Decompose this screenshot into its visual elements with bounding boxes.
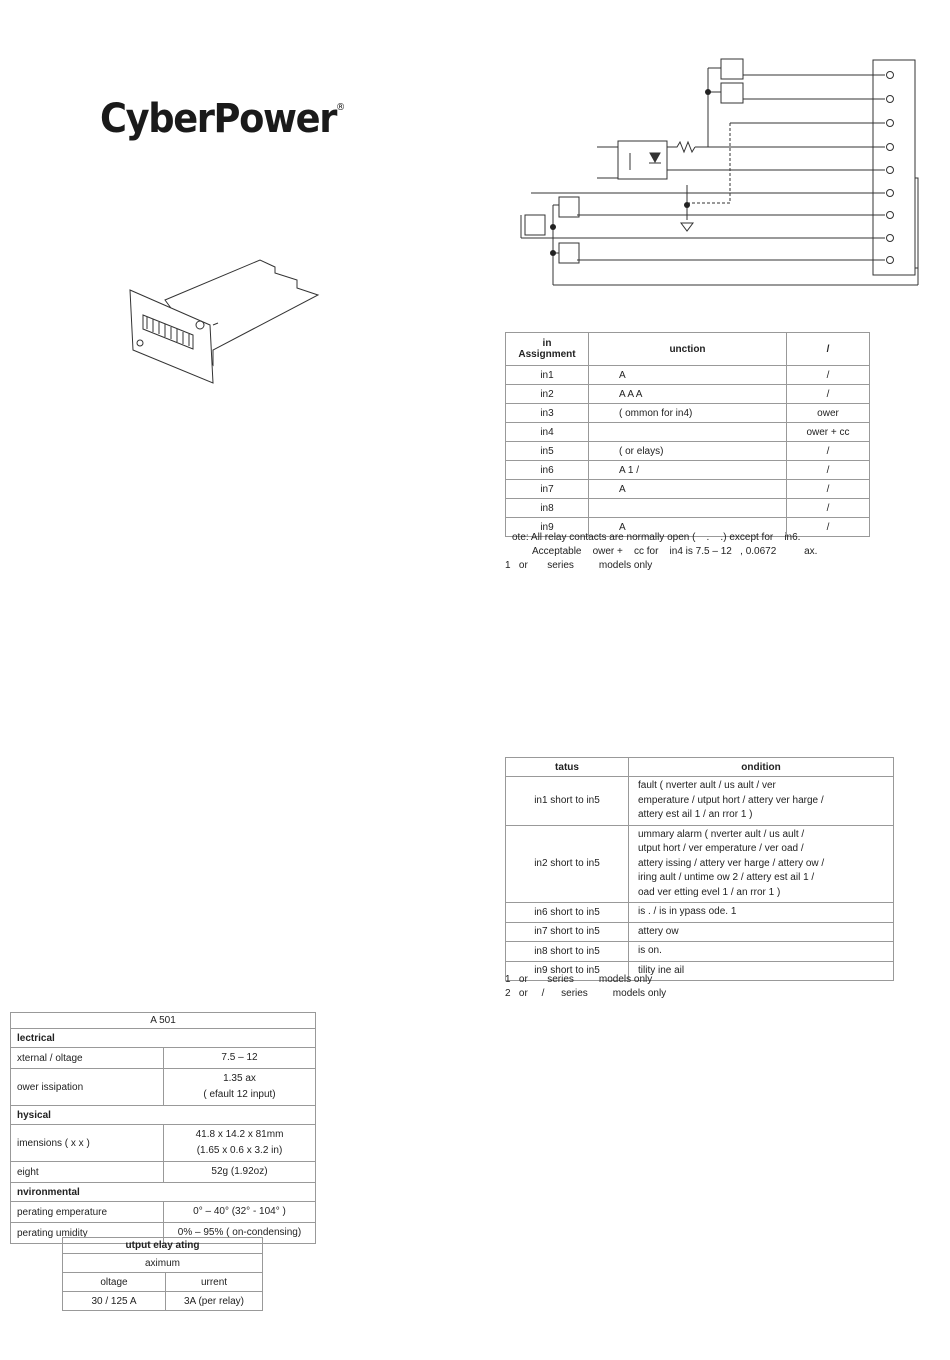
cyberpower-logo: CyberPower® xyxy=(100,96,346,142)
spec-label: eight xyxy=(11,1162,164,1183)
spec-section: lectrical xyxy=(11,1029,316,1048)
function-cell: A xyxy=(589,480,787,499)
spec-label: perating emperature xyxy=(11,1202,164,1223)
function-cell xyxy=(589,499,787,518)
condition-cell: is on. xyxy=(629,942,894,962)
spec-value: 7.5 – 12 xyxy=(164,1048,316,1069)
pin-header-assignment: in Assignment xyxy=(506,333,589,366)
status-cell: in9 short to in5 xyxy=(506,961,629,981)
relay-subtitle: aximum xyxy=(63,1254,263,1273)
function-cell: A A A xyxy=(589,385,787,404)
status-header: tatus xyxy=(506,758,629,777)
io-cell: / xyxy=(787,480,870,499)
status-cell: in1 short to in5 xyxy=(506,777,629,826)
pin-header-io: / xyxy=(787,333,870,366)
status-note-1: 1 or series models only xyxy=(505,974,653,985)
io-cell: ower + cc xyxy=(787,423,870,442)
function-cell: A 1 / xyxy=(589,461,787,480)
condition-cell: tility ine ail xyxy=(629,961,894,981)
table-row xyxy=(11,1202,316,1223)
table-row xyxy=(506,442,870,461)
status-table xyxy=(505,757,894,981)
pin-note-2: Acceptable ower + cc for in4 is 7.5 – 12 , 0.0672 ax. xyxy=(532,546,818,557)
io-cell: / xyxy=(787,499,870,518)
relay-circuit-diagram xyxy=(515,55,925,295)
spec-label: xternal / oltage xyxy=(11,1048,164,1069)
io-cell: / xyxy=(787,366,870,385)
pin-cell: in2 xyxy=(506,385,589,404)
pin-note-1: ote: All relay contacts are normally open ( . .) except for in6. xyxy=(512,532,801,543)
pin-cell: in6 xyxy=(506,461,589,480)
condition-cell: fault ( nverter ault / us ault / ver emperature / utput hort / attery ver harge / attery est ail 1 / an rror 1 ) xyxy=(629,777,894,826)
pin-cell: in4 xyxy=(506,423,589,442)
function-cell: ( or elays) xyxy=(589,442,787,461)
status-cell: in8 short to in5 xyxy=(506,942,629,962)
function-cell: A xyxy=(589,518,787,537)
pin-cell: in5 xyxy=(506,442,589,461)
relay-rating-table xyxy=(62,1237,263,1311)
table-row xyxy=(506,385,870,404)
status-cell: in2 short to in5 xyxy=(506,825,629,903)
spec-value: 41.8 x 14.2 x 81mm (1.65 x 0.6 x 3.2 in) xyxy=(164,1125,316,1162)
table-row xyxy=(11,1162,316,1183)
table-row xyxy=(506,942,894,962)
condition-header: ondition xyxy=(629,758,894,777)
spec-title: A 501 xyxy=(11,1013,316,1029)
status-note-2: 2 or / series models only xyxy=(505,988,667,999)
table-row xyxy=(506,423,870,442)
table-row xyxy=(11,1125,316,1162)
function-cell: ( ommon for in4) xyxy=(589,404,787,423)
spec-section: hysical xyxy=(11,1106,316,1125)
pin-cell: in1 xyxy=(506,366,589,385)
table-row xyxy=(506,366,870,385)
spec-section: nvironmental xyxy=(11,1183,316,1202)
io-cell: / xyxy=(787,461,870,480)
io-cell: / xyxy=(787,442,870,461)
condition-cell: is . / is in ypass ode. 1 xyxy=(629,903,894,923)
table-row xyxy=(11,1069,316,1106)
spec-value: 0° – 40° (32° - 104° ) xyxy=(164,1202,316,1223)
io-cell: / xyxy=(787,385,870,404)
spec-label: ower issipation xyxy=(11,1069,164,1106)
relay-voltage-value: 30 / 125 A xyxy=(63,1292,166,1311)
relay-header-voltage: oltage xyxy=(63,1273,166,1292)
table-row xyxy=(506,903,894,923)
table-row xyxy=(11,1048,316,1069)
spec-value: 1.35 ax ( efault 12 input) xyxy=(164,1069,316,1106)
pin-assignment-table xyxy=(505,332,870,537)
relay-current-value: 3A (per relay) xyxy=(166,1292,263,1311)
table-row xyxy=(506,499,870,518)
pin-note-3: 1 or series models only xyxy=(505,560,653,571)
io-cell: / xyxy=(787,518,870,537)
table-row xyxy=(506,480,870,499)
status-cell: in7 short to in5 xyxy=(506,922,629,942)
table-row xyxy=(506,825,894,903)
io-cell: ower xyxy=(787,404,870,423)
condition-cell: attery ow xyxy=(629,922,894,942)
relay-header-current: urrent xyxy=(166,1273,263,1292)
spec-value: 0% – 95% ( on-condensing) xyxy=(164,1223,316,1244)
table-row xyxy=(506,777,894,826)
pin-cell: in9 xyxy=(506,518,589,537)
table-row xyxy=(506,404,870,423)
pin-cell: in8 xyxy=(506,499,589,518)
function-cell: A xyxy=(589,366,787,385)
function-cell xyxy=(589,423,787,442)
table-row xyxy=(506,922,894,942)
pin-cell: in7 xyxy=(506,480,589,499)
spec-table xyxy=(10,1012,316,1244)
table-row xyxy=(506,461,870,480)
relay-card-illustration xyxy=(125,255,325,385)
condition-cell: ummary alarm ( nverter ault / us ault / utput hort / ver emperature / ver oad / attery issing / attery ver harge / attery ow / iring ault / untime ow 2 / attery est ail 1 / oad ver etting evel 1 / an rror 1 ) xyxy=(629,825,894,903)
relay-title: utput elay ating xyxy=(63,1238,263,1254)
pin-cell: in3 xyxy=(506,404,589,423)
spec-value: 52g (1.92oz) xyxy=(164,1162,316,1183)
spec-label: imensions ( x x ) xyxy=(11,1125,164,1162)
status-cell: in6 short to in5 xyxy=(506,903,629,923)
spec-label: perating umidity xyxy=(11,1223,164,1244)
pin-header-function: unction xyxy=(589,333,787,366)
table-row xyxy=(63,1292,263,1311)
